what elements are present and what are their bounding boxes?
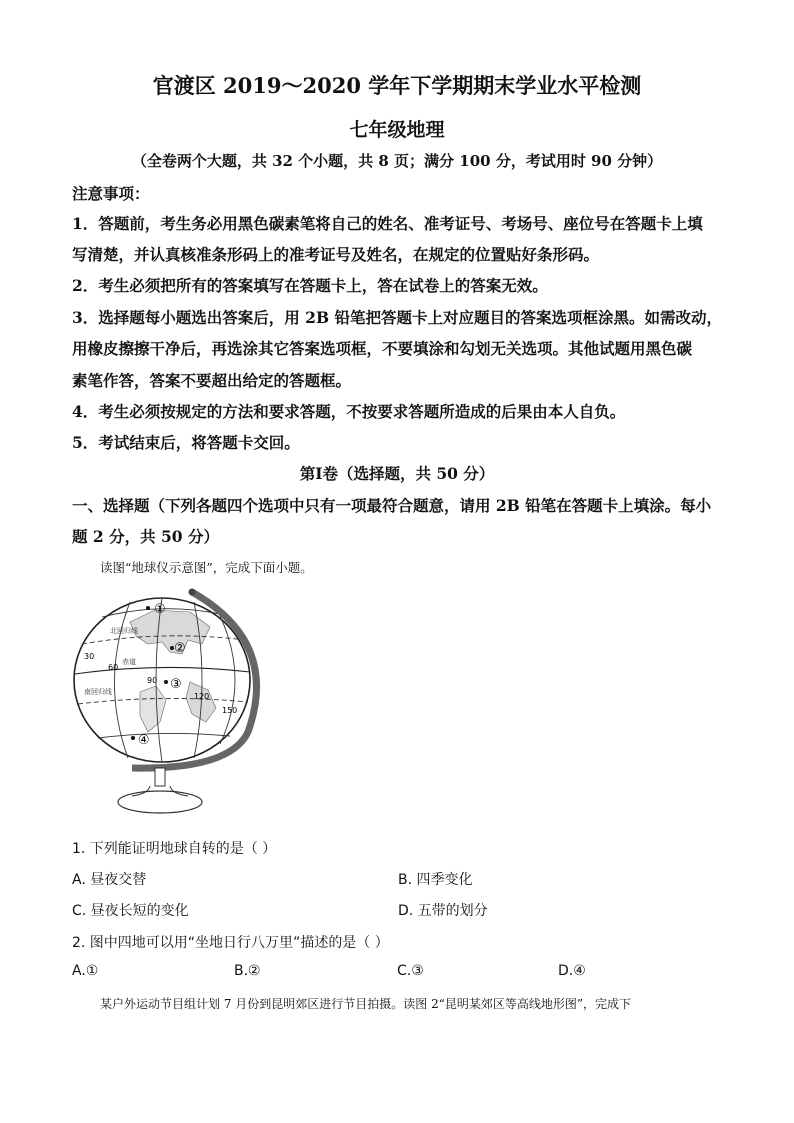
exam-info: （全卷两个大题，共 32 个小题，共 8 页；满分 100 分，考试用时 90 分钟）: [131, 152, 663, 170]
globe-stand-post: [155, 768, 165, 786]
point-marker: [131, 736, 135, 740]
ring-knob: [189, 589, 196, 596]
question-2-option-b[interactable]: B.②: [234, 963, 261, 979]
question-1-option-a[interactable]: A. 昼夜交替: [72, 872, 147, 888]
notice-item-3-line-1: 3．选择题每小题选出答案后，用 2B 铅笔把答题卡上对应题目的答案选项框涂黑。如需改动，: [72, 308, 722, 327]
longitude-120-label: 120: [194, 692, 210, 701]
question-1-option-b[interactable]: B. 四季变化: [398, 872, 473, 888]
notice-item-5: 5．考试结束后，将答题卡交回。: [72, 433, 300, 452]
point-4-label: ④: [138, 733, 150, 748]
question-1-option-c[interactable]: C. 昼夜长短的变化: [72, 903, 189, 919]
next-figure-intro: 某户外运动节目组计划 7 月份到昆明郊区进行节目拍摄。读图 2“昆明某郊区等高线地形图”，完成下: [100, 997, 631, 1011]
tropic-south-label: 南回归线: [84, 688, 112, 696]
question-2-option-a[interactable]: A.①: [72, 963, 99, 979]
question-1-stem: 1. 下列能证明地球自转的是（ ）: [72, 841, 277, 857]
question-2-option-c[interactable]: C.③: [397, 963, 424, 979]
tropic-north-label: 北回归线: [110, 627, 138, 635]
point-1-label: ①: [154, 602, 166, 617]
globe-figure: [70, 582, 270, 822]
notice-item-1-line-2: 写清楚，并认真核准条形码上的准考证号及姓名，在规定的位置贴好条形码。: [72, 245, 600, 264]
point-2-label: ②: [174, 641, 186, 656]
longitude-30-label: 30: [84, 652, 95, 661]
notice-item-3-line-3: 素笔作答，答案不要超出给定的答题框。: [72, 371, 352, 390]
section-instruction-line-1: 一、选择题（下列各题四个选项中只有一项最符合题意，请用 2B 铅笔在答题卡上填涂。每小: [72, 496, 712, 515]
point-3-label: ③: [170, 677, 182, 692]
question-1-option-d[interactable]: D. 五带的划分: [398, 903, 488, 919]
section-instruction-line-2: 题 2 分，共 50 分）: [72, 527, 219, 546]
notice-heading: 注意事项：: [72, 184, 150, 203]
question-2-stem: 2. 图中四地可以用“坐地日行八万里”描述的是（ ）: [72, 935, 389, 951]
notice-item-3-line-2: 用橡皮擦擦干净后，再选涂其它答案选项框，不要填涂和勾划无关选项。其他试题用黑色碳: [72, 339, 693, 358]
section-title: 第Ⅰ卷（选择题，共 50 分）: [299, 464, 495, 483]
figure-intro: 读图“地球仪示意图”，完成下面小题。: [100, 560, 313, 575]
point-marker: [146, 606, 150, 610]
point-marker: [164, 680, 168, 684]
longitude-90-label: 90: [147, 676, 158, 685]
notice-item-1-line-1: 1．答题前，考生务必用黑色碳素笔将自己的姓名、准考证号、考场号、座位号在答题卡上填: [72, 214, 703, 233]
equator-label: 赤道: [122, 658, 136, 666]
longitude-150-label: 150: [222, 706, 238, 715]
notice-item-2: 2．考生必须把所有的答案填写在答题卡上，答在试卷上的答案无效。: [72, 276, 548, 295]
question-2-option-d[interactable]: D.④: [558, 963, 586, 979]
exam-title: 官渡区 2019～2020 学年下学期期末学业水平检测: [152, 73, 642, 98]
longitude-60-label: 60: [108, 663, 119, 672]
notice-item-4: 4．考生必须按规定的方法和要求答题，不按要求答题所造成的后果由本人自负。: [72, 402, 626, 421]
exam-subtitle: 七年级地理: [349, 119, 445, 141]
globe-stand-base: [118, 791, 202, 813]
